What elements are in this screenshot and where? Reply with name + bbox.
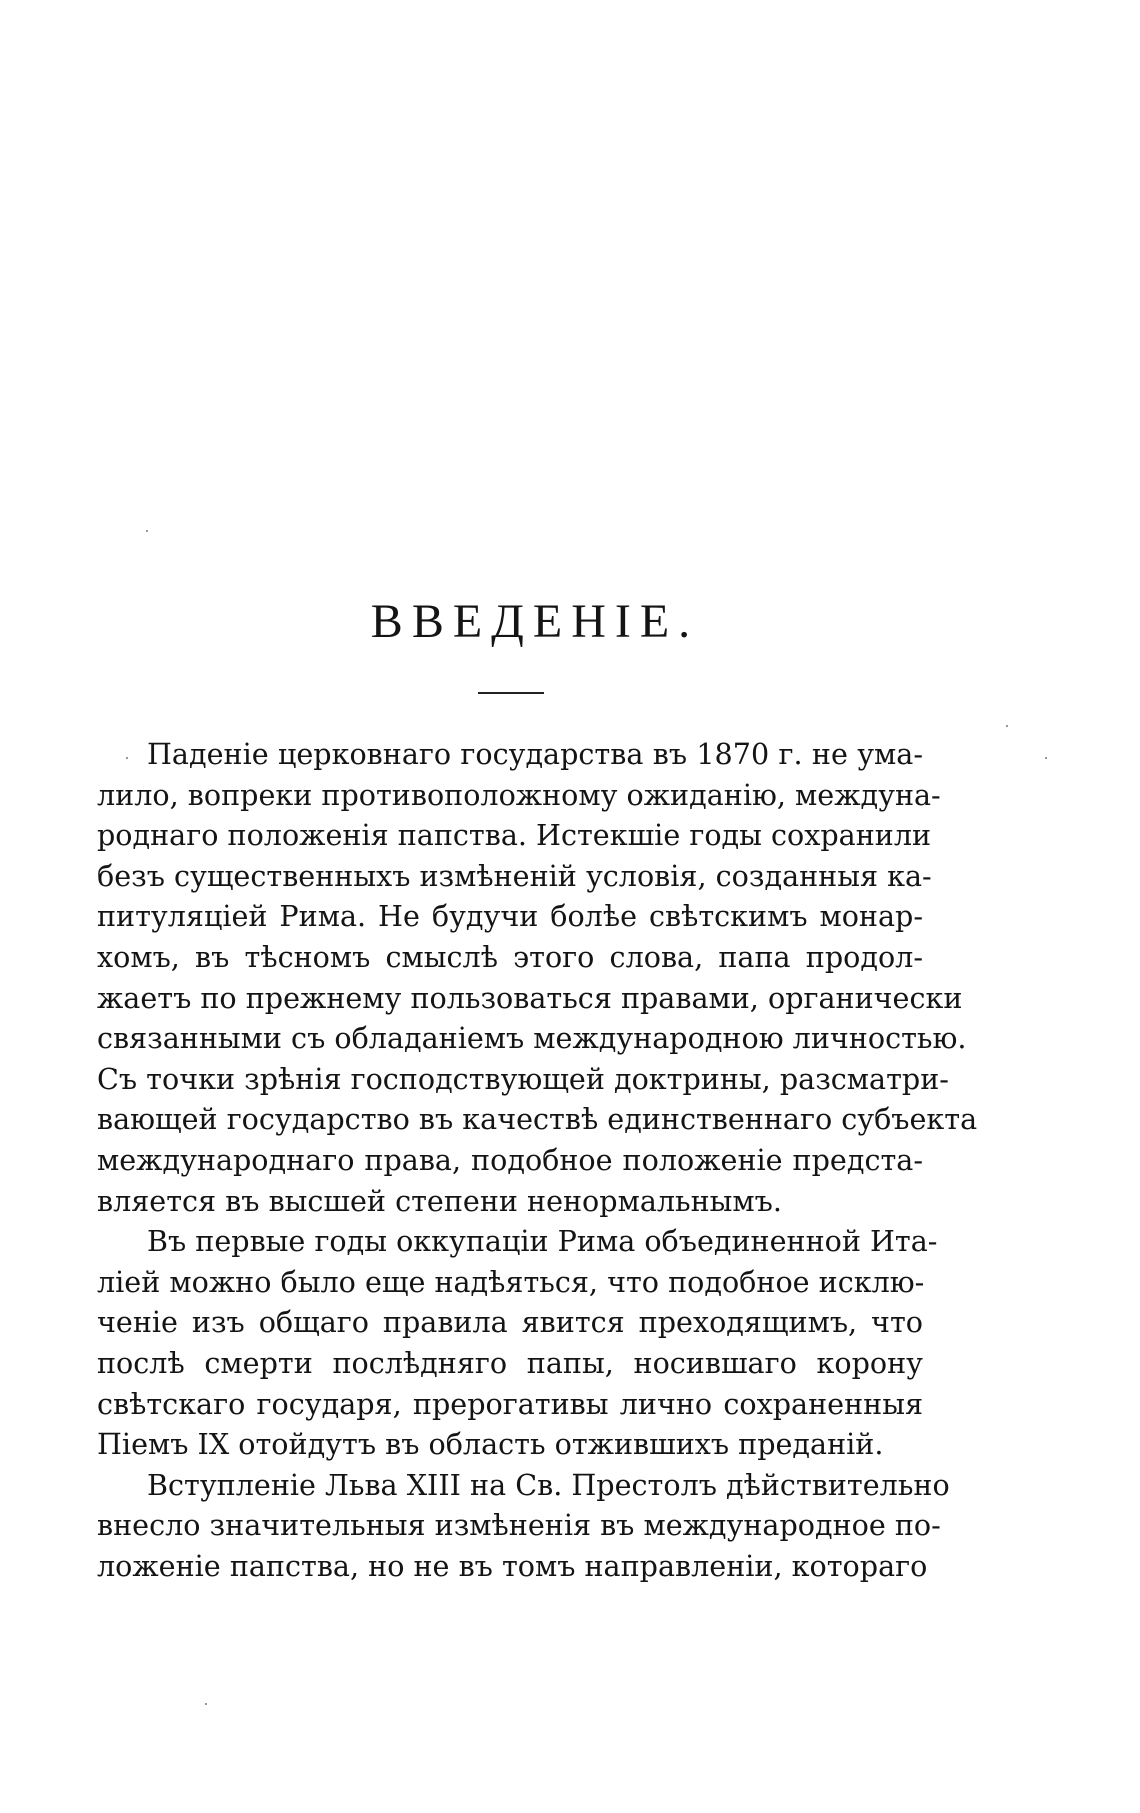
scan-speck — [126, 757, 128, 759]
text-line: питуляціей Рима. Не будучи болѣе свѣтскимъ монар- — [97, 899, 923, 934]
text-line: международнаго права, подобное положеніе предста- — [97, 1142, 923, 1177]
chapter-title: ВВЕДЕНІЕ. — [370, 595, 700, 648]
text-line: послѣ смерти послѣдняго папы, носившаго корону — [97, 1345, 923, 1380]
text-line: Паденіе церковнаго государства въ 1870 г. не ума- — [147, 737, 923, 771]
paragraph-3 — [97, 1465, 950, 1587]
text-line: вляется въ высшей степени ненормальнымъ. — [97, 1183, 782, 1218]
paragraph-2 — [97, 1221, 938, 1465]
text-line: безъ существенныхъ измѣненій условія, созданныя ка- — [97, 858, 932, 893]
text-line: ліей можно было еще надѣяться, что подобное исклю- — [97, 1264, 925, 1299]
paragraph-1 — [97, 734, 978, 1221]
text-line: лило, вопреки противоположному ожиданію, междуна- — [97, 777, 941, 812]
scan-speck — [1006, 725, 1008, 727]
body-text — [97, 734, 978, 1586]
text-line: вающей государство въ качествѣ единственнаго субъекта — [97, 1102, 978, 1137]
text-line: связанными съ обладаніемъ международною личностью. — [97, 1021, 967, 1056]
text-line: ченіе изъ общаго правила явится преходящимъ, что — [97, 1305, 923, 1340]
scan-speck — [146, 530, 148, 532]
scan-speck — [205, 1703, 207, 1705]
text-line: внесло значительныя измѣненія въ международное по- — [97, 1508, 941, 1543]
text-line: Піемъ IX отойдутъ въ область отжившихъ преданій. — [97, 1427, 884, 1462]
scan-speck — [1045, 757, 1047, 759]
text-line: Въ первые годы оккупаціи Рима объединенной Ита- — [147, 1224, 938, 1259]
text-line: свѣтскаго государя, прерогативы лично сохраненныя — [97, 1386, 923, 1421]
text-line: ложеніе папства, но не въ томъ направленіи, котораго — [97, 1548, 928, 1583]
text-line: Вступленіе Льва XIII на Св. Престолъ дѣйствительно — [147, 1467, 950, 1502]
text-line: жаетъ по прежнему пользоваться правами, органически — [97, 980, 963, 1015]
title-divider-rule — [478, 692, 544, 694]
text-line: Съ точки зрѣнія господствующей доктрины, разсматри- — [97, 1061, 949, 1096]
text-line: роднаго положенія папства. Истекшіе годы сохранили — [97, 818, 932, 853]
text-line: хомъ, въ тѣсномъ смыслѣ этого слова, папа продол- — [97, 939, 923, 974]
